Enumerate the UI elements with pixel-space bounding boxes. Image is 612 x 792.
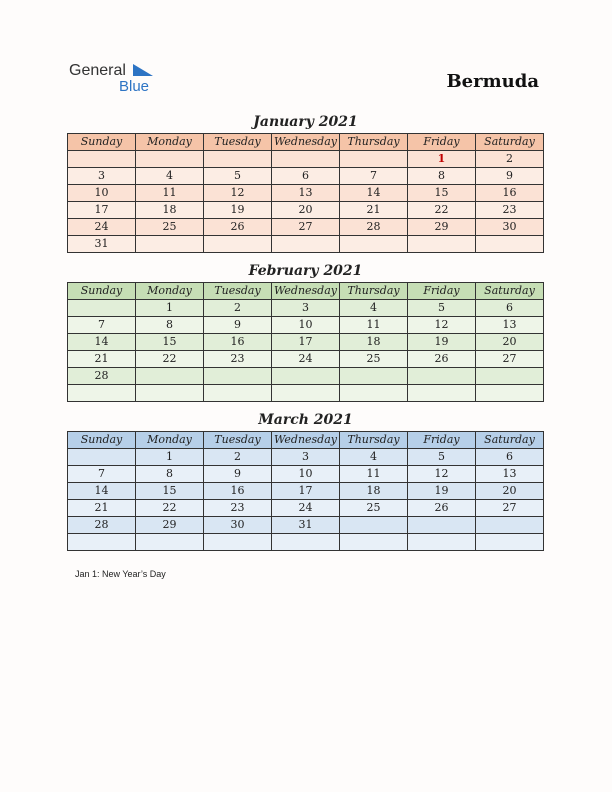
week-row xyxy=(68,151,544,168)
week-row xyxy=(68,317,544,334)
day-cell xyxy=(204,385,272,402)
week-row xyxy=(68,483,544,500)
day-cell: 7 xyxy=(68,466,136,483)
month-january xyxy=(67,112,544,253)
week-row xyxy=(68,185,544,202)
country-title: Bermuda xyxy=(446,71,539,92)
day-cell: 27 xyxy=(272,219,340,236)
month-title: February 2021 xyxy=(248,263,363,279)
day-cell: 21 xyxy=(68,351,136,368)
weekday-header: Wednesday xyxy=(272,432,340,449)
day-cell: 15 xyxy=(408,185,476,202)
day-cell: 1 xyxy=(136,300,204,317)
day-cell xyxy=(476,517,544,534)
weekday-header: Monday xyxy=(136,283,204,300)
calendar-table xyxy=(67,282,544,402)
day-cell: 31 xyxy=(68,236,136,253)
day-cell: 26 xyxy=(408,351,476,368)
weekday-header: Tuesday xyxy=(204,283,272,300)
day-cell xyxy=(136,236,204,253)
day-cell xyxy=(136,534,204,551)
day-cell: 21 xyxy=(68,500,136,517)
weekday-header: Friday xyxy=(408,283,476,300)
day-cell: 16 xyxy=(204,334,272,351)
day-cell: 25 xyxy=(136,219,204,236)
day-cell: 10 xyxy=(272,317,340,334)
day-cell: 2 xyxy=(204,300,272,317)
day-cell xyxy=(476,534,544,551)
day-cell: 12 xyxy=(204,185,272,202)
logo-triangle-icon xyxy=(133,64,153,78)
day-cell: 22 xyxy=(408,202,476,219)
day-cell: 23 xyxy=(476,202,544,219)
day-cell: 9 xyxy=(476,168,544,185)
day-cell: 25 xyxy=(340,500,408,517)
day-cell xyxy=(476,385,544,402)
weekday-header: Thursday xyxy=(340,432,408,449)
week-row xyxy=(68,351,544,368)
day-cell: 16 xyxy=(476,185,544,202)
day-cell: 27 xyxy=(476,500,544,517)
calendar-table xyxy=(67,431,544,551)
day-cell: 31 xyxy=(272,517,340,534)
day-cell xyxy=(408,236,476,253)
day-cell xyxy=(340,236,408,253)
weekday-header-row xyxy=(68,134,544,151)
day-cell xyxy=(340,385,408,402)
week-row xyxy=(68,334,544,351)
week-row xyxy=(68,517,544,534)
day-cell: 5 xyxy=(408,449,476,466)
day-cell: 8 xyxy=(408,168,476,185)
weekday-header: Friday xyxy=(408,134,476,151)
day-cell xyxy=(136,368,204,385)
day-cell: 7 xyxy=(68,317,136,334)
holiday-day-cell: 1 xyxy=(408,151,476,168)
day-cell xyxy=(204,151,272,168)
day-cell: 18 xyxy=(340,483,408,500)
month-title: March 2021 xyxy=(258,412,353,428)
day-cell xyxy=(68,300,136,317)
day-cell: 3 xyxy=(272,449,340,466)
day-cell: 14 xyxy=(68,334,136,351)
day-cell xyxy=(272,534,340,551)
day-cell: 5 xyxy=(204,168,272,185)
day-cell xyxy=(340,151,408,168)
day-cell: 22 xyxy=(136,500,204,517)
day-cell: 9 xyxy=(204,466,272,483)
day-cell: 24 xyxy=(68,219,136,236)
day-cell: 4 xyxy=(136,168,204,185)
week-row xyxy=(68,385,544,402)
day-cell xyxy=(272,151,340,168)
day-cell xyxy=(340,517,408,534)
day-cell: 11 xyxy=(340,317,408,334)
day-cell xyxy=(408,385,476,402)
weekday-header: Saturday xyxy=(476,432,544,449)
day-cell xyxy=(340,534,408,551)
week-row xyxy=(68,202,544,219)
day-cell: 23 xyxy=(204,500,272,517)
day-cell: 24 xyxy=(272,500,340,517)
day-cell: 17 xyxy=(272,483,340,500)
weekday-header: Saturday xyxy=(476,134,544,151)
weekday-header: Monday xyxy=(136,134,204,151)
weekday-header: Saturday xyxy=(476,283,544,300)
day-cell: 8 xyxy=(136,466,204,483)
day-cell: 4 xyxy=(340,300,408,317)
day-cell: 18 xyxy=(136,202,204,219)
day-cell: 28 xyxy=(340,219,408,236)
week-row xyxy=(68,500,544,517)
day-cell: 19 xyxy=(408,483,476,500)
week-row xyxy=(68,449,544,466)
day-cell: 6 xyxy=(476,449,544,466)
day-cell: 2 xyxy=(204,449,272,466)
day-cell xyxy=(272,236,340,253)
day-cell: 28 xyxy=(68,517,136,534)
day-cell: 29 xyxy=(408,219,476,236)
day-cell: 2 xyxy=(476,151,544,168)
day-cell: 11 xyxy=(340,466,408,483)
weekday-header: Friday xyxy=(408,432,476,449)
week-row xyxy=(68,168,544,185)
weekday-header: Wednesday xyxy=(272,283,340,300)
day-cell xyxy=(136,385,204,402)
day-cell: 13 xyxy=(272,185,340,202)
day-cell: 1 xyxy=(136,449,204,466)
weekday-header: Wednesday xyxy=(272,134,340,151)
logo-text-blue: Blue xyxy=(119,78,150,95)
week-row xyxy=(68,236,544,253)
day-cell: 15 xyxy=(136,334,204,351)
day-cell: 17 xyxy=(68,202,136,219)
day-cell: 13 xyxy=(476,317,544,334)
day-cell: 14 xyxy=(340,185,408,202)
month-title: January 2021 xyxy=(253,114,358,130)
day-cell: 3 xyxy=(68,168,136,185)
weekday-header: Thursday xyxy=(340,283,408,300)
day-cell: 20 xyxy=(476,334,544,351)
day-cell: 12 xyxy=(408,466,476,483)
day-cell: 9 xyxy=(204,317,272,334)
day-cell xyxy=(272,368,340,385)
day-cell: 28 xyxy=(68,368,136,385)
day-cell xyxy=(340,368,408,385)
day-cell: 3 xyxy=(272,300,340,317)
day-cell xyxy=(68,385,136,402)
day-cell: 18 xyxy=(340,334,408,351)
day-cell: 7 xyxy=(340,168,408,185)
weekday-header: Sunday xyxy=(68,432,136,449)
day-cell: 6 xyxy=(272,168,340,185)
week-row xyxy=(68,300,544,317)
day-cell xyxy=(408,517,476,534)
day-cell: 20 xyxy=(272,202,340,219)
month-february xyxy=(67,261,544,402)
day-cell: 25 xyxy=(340,351,408,368)
day-cell: 8 xyxy=(136,317,204,334)
day-cell: 5 xyxy=(408,300,476,317)
day-cell: 29 xyxy=(136,517,204,534)
day-cell: 21 xyxy=(340,202,408,219)
weekday-header: Monday xyxy=(136,432,204,449)
day-cell xyxy=(408,534,476,551)
day-cell: 17 xyxy=(272,334,340,351)
day-cell xyxy=(68,151,136,168)
weekday-header: Sunday xyxy=(68,283,136,300)
day-cell: 23 xyxy=(204,351,272,368)
day-cell: 14 xyxy=(68,483,136,500)
day-cell: 24 xyxy=(272,351,340,368)
week-row xyxy=(68,368,544,385)
day-cell xyxy=(476,236,544,253)
day-cell: 4 xyxy=(340,449,408,466)
day-cell xyxy=(408,368,476,385)
weekday-header: Sunday xyxy=(68,134,136,151)
week-row xyxy=(68,466,544,483)
day-cell: 15 xyxy=(136,483,204,500)
day-cell: 22 xyxy=(136,351,204,368)
day-cell xyxy=(68,534,136,551)
day-cell: 11 xyxy=(136,185,204,202)
day-cell: 12 xyxy=(408,317,476,334)
weekday-header: Thursday xyxy=(340,134,408,151)
day-cell xyxy=(204,368,272,385)
day-cell: 20 xyxy=(476,483,544,500)
day-cell xyxy=(204,534,272,551)
day-cell xyxy=(476,368,544,385)
day-cell: 30 xyxy=(476,219,544,236)
day-cell: 16 xyxy=(204,483,272,500)
week-row xyxy=(68,534,544,551)
day-cell xyxy=(136,151,204,168)
brand-logo xyxy=(69,62,169,96)
calendar-table xyxy=(67,133,544,253)
day-cell: 6 xyxy=(476,300,544,317)
weekday-header-row xyxy=(68,432,544,449)
day-cell: 27 xyxy=(476,351,544,368)
day-cell: 10 xyxy=(68,185,136,202)
day-cell: 30 xyxy=(204,517,272,534)
day-cell xyxy=(272,385,340,402)
weekday-header: Tuesday xyxy=(204,134,272,151)
day-cell: 13 xyxy=(476,466,544,483)
day-cell: 19 xyxy=(204,202,272,219)
day-cell: 26 xyxy=(204,219,272,236)
day-cell: 26 xyxy=(408,500,476,517)
day-cell xyxy=(204,236,272,253)
month-march xyxy=(67,410,544,551)
day-cell xyxy=(68,449,136,466)
weekday-header: Tuesday xyxy=(204,432,272,449)
logo-text-general: General xyxy=(69,62,126,79)
holiday-note: Jan 1: New Year’s Day xyxy=(75,569,166,579)
day-cell: 10 xyxy=(272,466,340,483)
week-row xyxy=(68,219,544,236)
weekday-header-row xyxy=(68,283,544,300)
day-cell: 19 xyxy=(408,334,476,351)
